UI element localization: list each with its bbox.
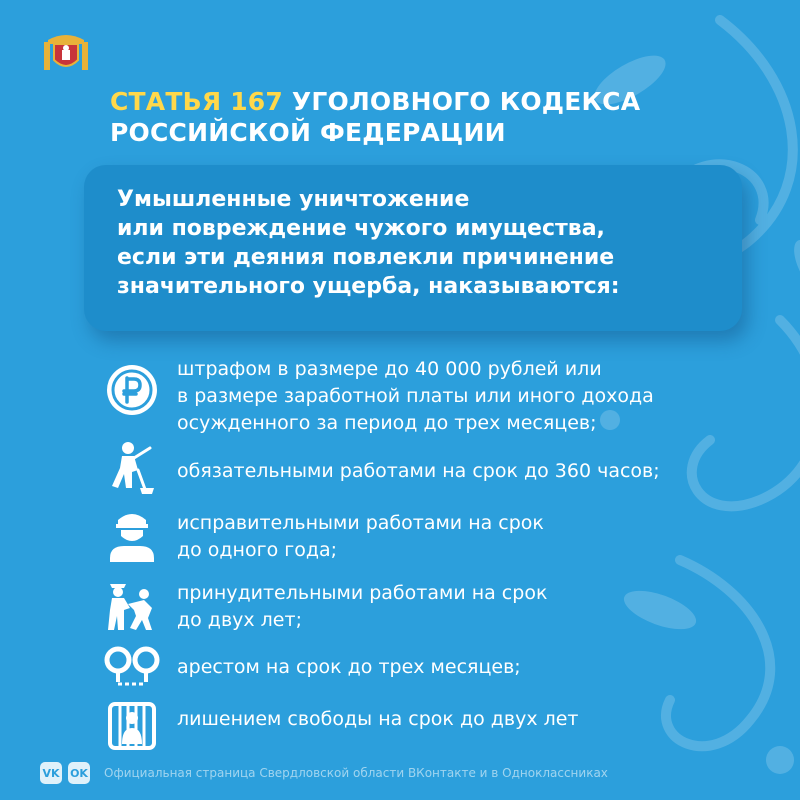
officer-bust-icon — [104, 508, 160, 564]
odnoklassniki-icon[interactable]: OK — [68, 762, 90, 784]
article-number: СТАТЬЯ 167 — [110, 87, 283, 116]
lead-text: Умышленные уничтожение или повреждение чужого имущества, если эти деяния повлекли причинение значительного ущерба, наказываются: — [117, 187, 620, 299]
penalty-item — [0, 440, 800, 506]
penalty-item — [0, 356, 800, 440]
prison-bars-icon — [104, 698, 160, 754]
penalty-text: принудительными работами на срок до двух лет; — [177, 582, 548, 631]
penalty-item — [0, 642, 800, 698]
vk-icon[interactable]: VK — [40, 762, 62, 784]
penalty-text: обязательными работами на срок до 360 часов; — [177, 460, 660, 482]
coat-of-arms-icon — [40, 32, 92, 74]
footer-text: Официальная страница Свердловской области ВКонтакте и в Одноклассниках — [104, 766, 608, 780]
penalty-item — [0, 506, 800, 572]
heading-line2: РОССИЙСКОЙ ФЕДЕРАЦИИ — [110, 118, 506, 147]
penalty-text: штрафом в размере до 40 000 рублей или в размере заработной платы или иного дохода осужденного за период до трех месяцев; — [177, 358, 654, 434]
footer — [40, 761, 608, 785]
shoveling-worker-icon — [104, 440, 160, 496]
penalty-text: исправительными работами на срок до одного года; — [177, 512, 544, 561]
lead-box — [84, 165, 742, 331]
penalty-item — [0, 698, 800, 754]
ruble-coin-icon — [104, 362, 160, 418]
article-heading — [110, 86, 640, 148]
penalty-text: лишением свободы на срок до двух лет — [177, 708, 579, 730]
penalty-item — [0, 576, 800, 642]
handcuffs-icon — [104, 642, 160, 698]
penalty-text: арестом на срок до трех месяцев; — [177, 656, 521, 678]
escorted-prisoner-icon — [104, 578, 160, 634]
heading-line1: УГОЛОВНОГО КОДЕКСА — [283, 87, 641, 116]
